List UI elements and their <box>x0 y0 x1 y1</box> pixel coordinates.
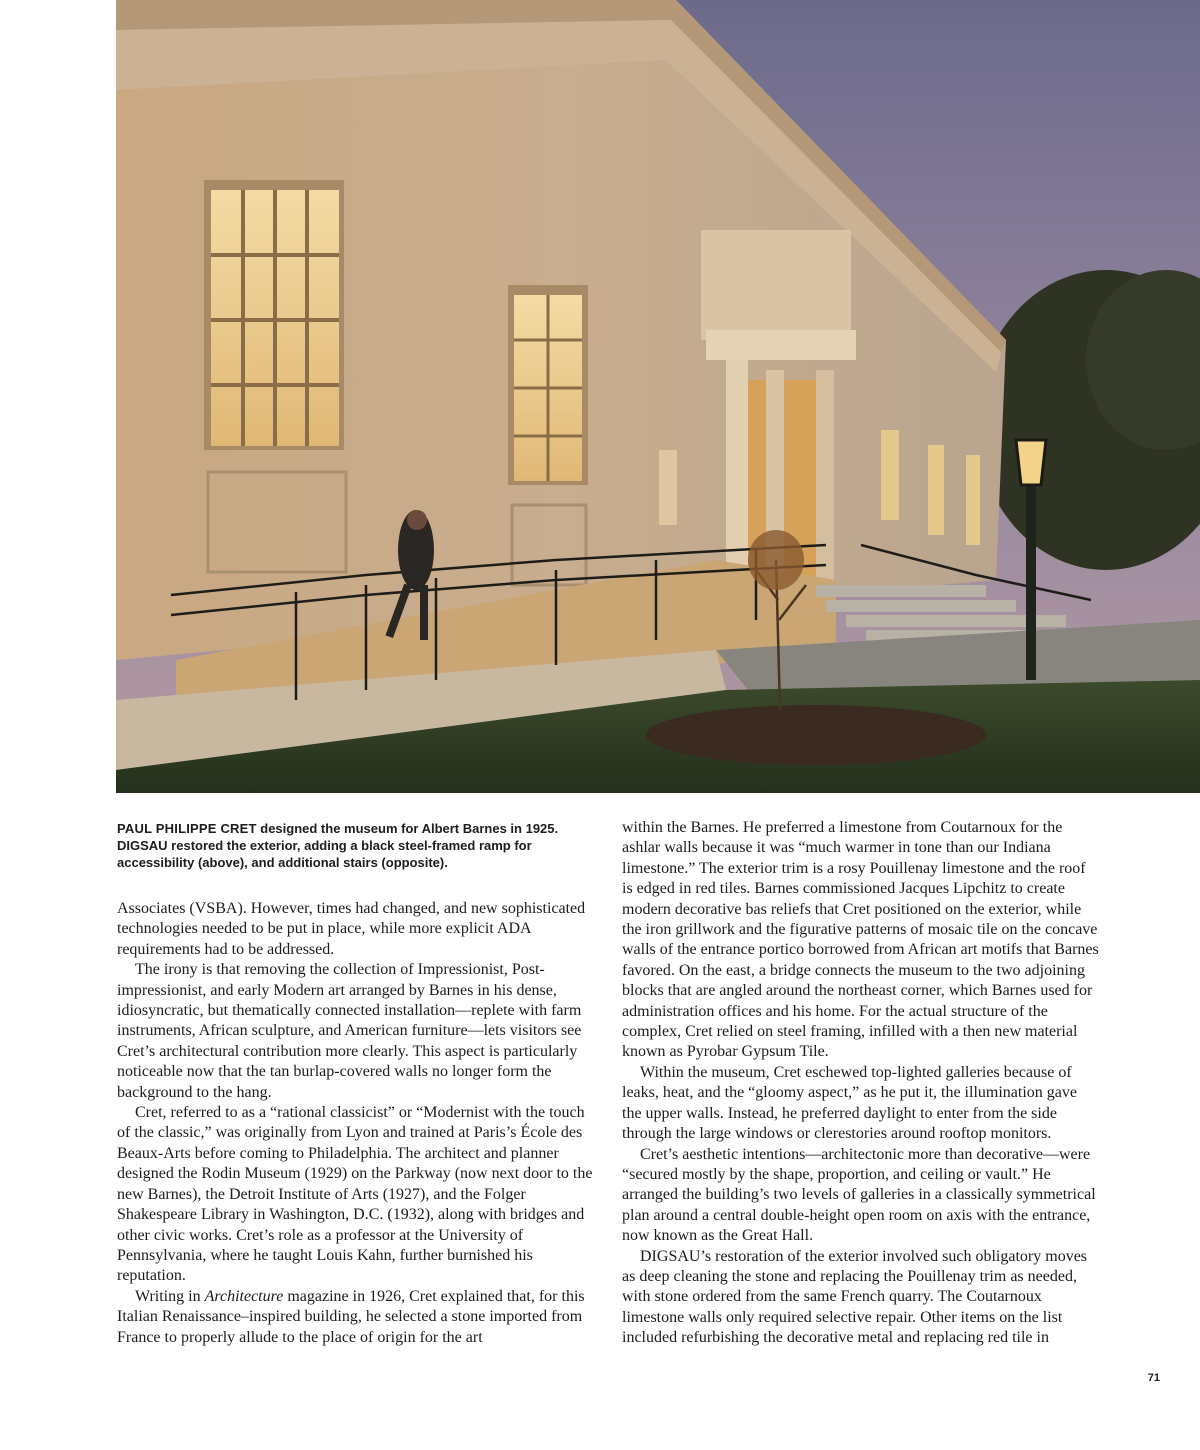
left-paragraph-1: Associates (VSBA). However, times had changed, and new sophisticated technologies needed to be put in place, while more explicit ADA requirements had to be addressed. <box>117 900 586 958</box>
right-paragraph-4: DIGSAU’s restoration of the exterior involved such obligatory moves as deep cleaning the stone and replacing the Pouillenay trim as needed, with stone ordered from the same French quarry. The Coutarnoux limestone walls only required selective repair. Other items on the list included refurbishing the decorative metal and replacing red tile in <box>622 1247 1088 1347</box>
left-text-column <box>117 899 597 1348</box>
magazine-title: Architecture <box>204 1287 284 1305</box>
left-paragraph-2: The irony is that removing the collection of Impressionist, Post-impressionist, and early Modern art arranged by Barnes in his dense, idiosyncratic, but thematically connected installation—replete with farm instruments, African sculpture, and American furniture—lets visitors see Cret’s architectural contribution more clearly. This aspect is particularly noticeable now that the tan burlap-covered walls no longer form the background to the hang. <box>117 961 582 1101</box>
left-paragraph-3: Cret, referred to as a “rational classicist” or “Modernist with the touch of the classic,” was originally from Lyon and trained at Paris’s École des Beaux-Arts before coming to Philadelphia. The architect and planner designed the Rodin Museum (1929) on the Parkway (now next door to the new Barnes), the Detroit Institute of Arts (1927), and the Folger Shakespeare Library in Washington, D.C. (1932), along with bridges and other civic works. Cret’s role as a professor at the University of Pennsylvania, where he taught Louis Kahn, further burnished his reputation. <box>117 1104 593 1285</box>
right-paragraph-3: Cret’s aesthetic intentions—architectonic more than decorative—were “secured mostly by the shape, proportion, and ceiling or vault.” He arranged the building’s two levels of galleries in a classically symmetrical plan around a central double-height open room on axis with the entrance, now known as the Great Hall. <box>622 1145 1096 1245</box>
museum-exterior-photo <box>116 0 1200 793</box>
photo-caption <box>117 820 587 871</box>
right-paragraph-1: within the Barnes. He preferred a limestone from Coutarnoux for the ashlar walls because it was “much warmer in tone than our Indiana limestone.” The exterior trim is a rosy Pouillenay limestone and the roof is edged in red tiles. Barnes commissioned Jacques Lipchitz to create modern decorative bas reliefs that Cret positioned on the exterior, while the iron grillwork and the figurative patterns of mosaic tile on the concave walls of the entrance portico borrowed from African art motifs that Barnes favored. On the east, a bridge connects the museum to the two adjoining blocks that are angled around the northeast corner, which Barnes used for administration offices and his home. For the actual structure of the complex, Cret relied on steel framing, infilled with a then new material known as Pyrobar Gypsum Tile. <box>622 819 1099 1061</box>
left-paragraph-4 <box>117 1287 597 1348</box>
right-text-column <box>622 818 1100 1349</box>
right-paragraph-2: Within the museum, Cret eschewed top-lighted galleries because of leaks, heat, and the “gloomy aspect,” as he put it, the illumination gave the upper walls. Instead, he preferred daylight to enter from the side through the large windows or clerestories around rooftop monitors. <box>622 1063 1077 1143</box>
caption-text: designed the museum for Albert Barnes in 1925. DIGSAU restored the exterior, adding a black steel-framed ramp for accessibility (above), and additional stairs (opposite). <box>117 821 559 870</box>
p4-text-before: Writing in <box>135 1287 205 1305</box>
page-number: 71 <box>1147 1372 1160 1384</box>
caption-lead: PAUL PHILIPPE CRET <box>117 821 257 836</box>
p4-text-after: magazine in 1926, Cret explained that, for this Italian Renaissance–inspired building, he selected a stone imported from France to properly allude to the place of origin for the art <box>117 1287 585 1346</box>
